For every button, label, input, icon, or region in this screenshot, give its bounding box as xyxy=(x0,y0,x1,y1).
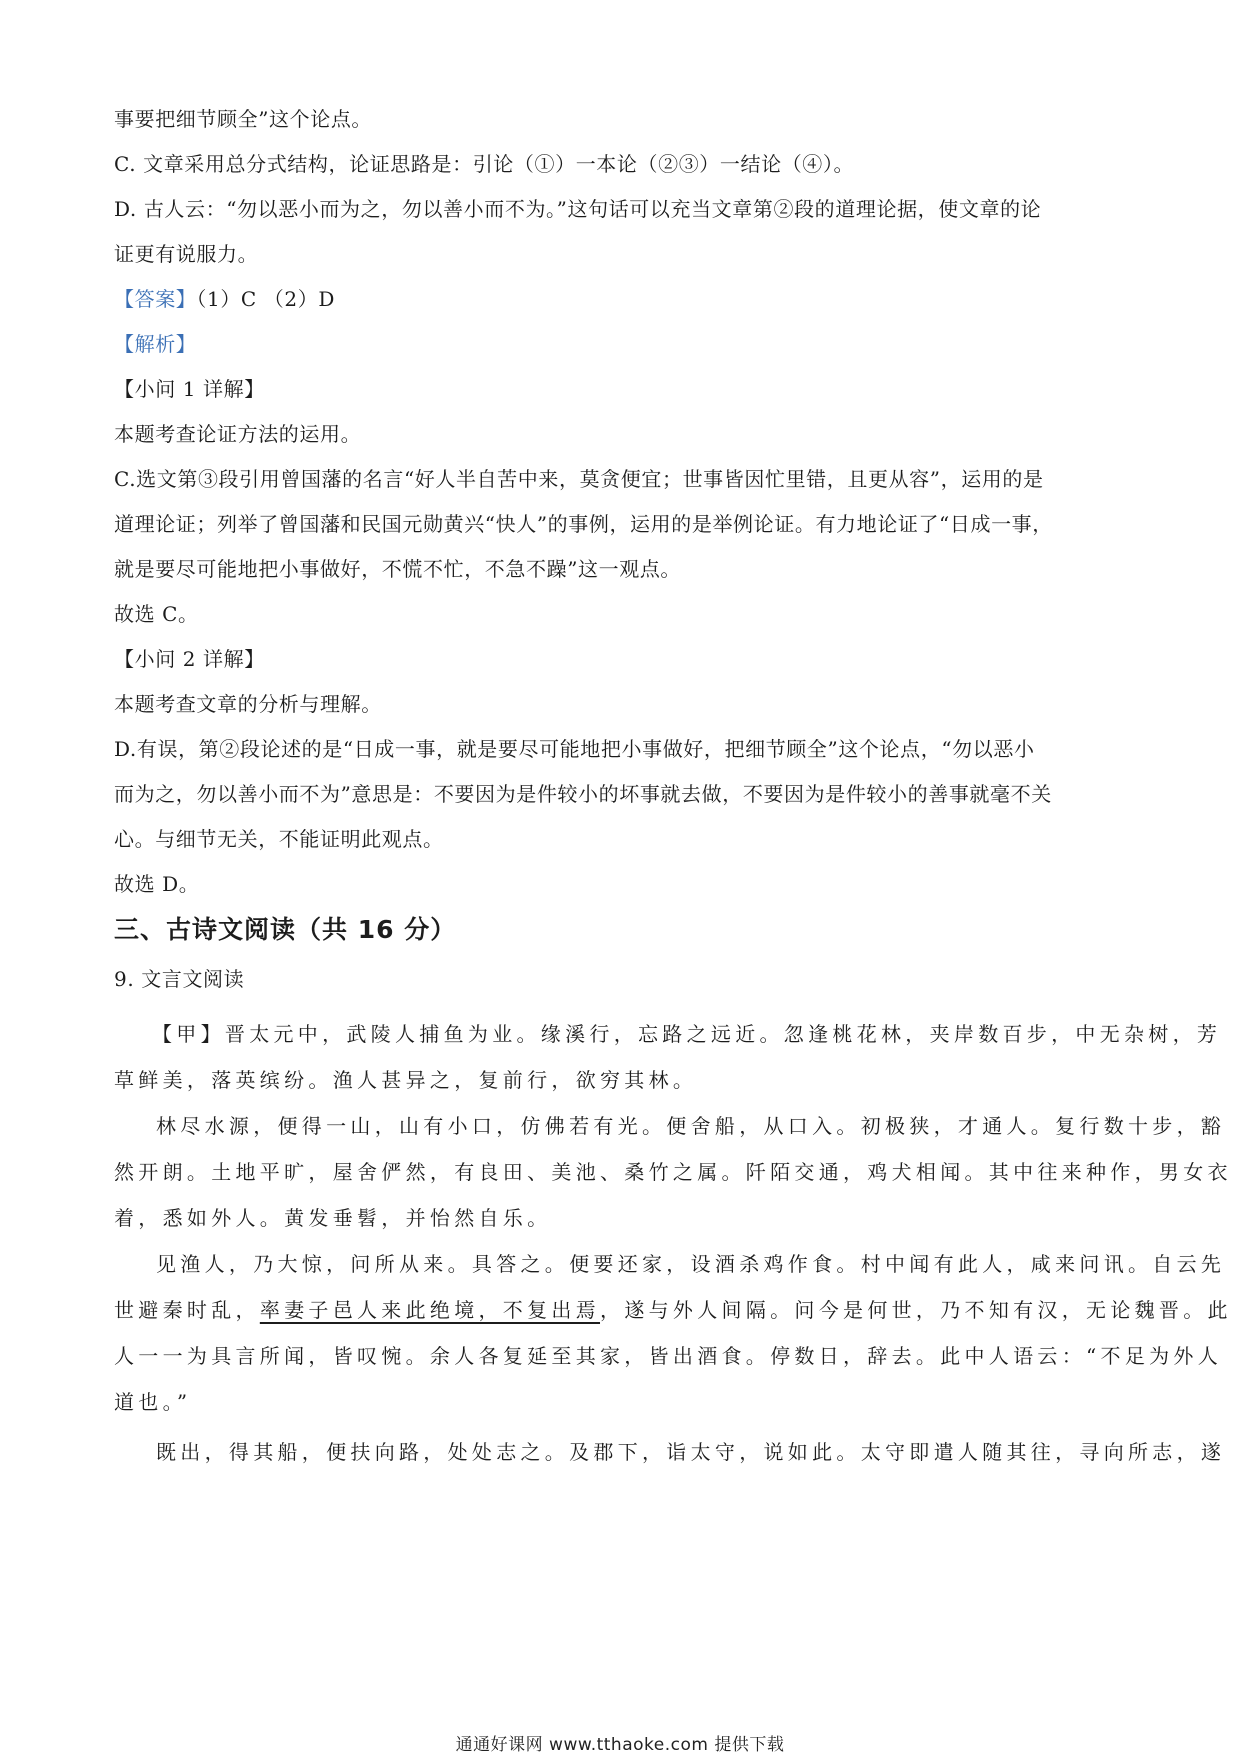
passage-p3-line-3: 人一一为具言所闻，皆叹惋。余人各复延至其家，皆出酒食。停数日，辞去。此中人语云：“不足为外人 xyxy=(114,1344,1223,1368)
option-b-continuation: 事要把细节顾全”这个论点。 xyxy=(114,107,373,131)
q1-header: 【小问 1 详解】 xyxy=(114,377,265,401)
q2-analysis-line-2: 而为之，勿以善小而不为”意思是：不要因为是件较小的坏事就去做，不要因为是件较小的善事就毫不关 xyxy=(114,782,1052,806)
answer-tag: 【答案】 xyxy=(114,287,197,311)
passage-p3-line-4: 道也。” xyxy=(114,1390,192,1414)
passage-p3-text-after: ，遂与外人间隔。问今是何世，乃不知有汉，无论魏晋。此 xyxy=(600,1298,1232,1322)
option-d-line-2: 证更有说服力。 xyxy=(114,242,259,266)
passage-p2-line-3: 着，悉如外人。黄发垂髫，并怡然自乐。 xyxy=(114,1206,552,1230)
q1-analysis-line-1: C.选文第③段引用曾国藩的名言“好人半自苦中来，莫贪便宜；世事皆因忙里错，且更从容”，运用的是 xyxy=(114,467,1044,491)
q2-header: 【小问 2 详解】 xyxy=(114,647,265,671)
option-d-line-1: D. 古人云：“勿以恶小而为之，勿以善小而不为。”这句话可以充当文章第②段的道理论据，使文章的论 xyxy=(114,197,1042,221)
passage-p3-line-2 xyxy=(114,1294,1232,1323)
passage-p2-line-2: 然开朗。土地平旷，屋舍俨然，有良田、美池、桑竹之属。阡陌交通，鸡犬相闻。其中往来种作，男女衣 xyxy=(114,1160,1232,1184)
q2-analysis-line-3: 心。与细节无关，不能证明此观点。 xyxy=(114,827,444,851)
q2-intro: 本题考查文章的分析与理解。 xyxy=(114,692,382,716)
passage-p1-line-1: 【甲】晋太元中，武陵人捕鱼为业。缘溪行，忘路之远近。忽逢桃花林，夹岸数百步，中无杂树，芳 xyxy=(152,1022,1222,1046)
q1-choice: 故选 C。 xyxy=(114,602,199,626)
option-c: C. 文章采用总分式结构，论证思路是：引论（①）一本论（②③）一结论（④）。 xyxy=(114,152,855,176)
q1-intro: 本题考查论证方法的运用。 xyxy=(114,422,362,446)
section-heading: 三、古诗文阅读（共 16 分） xyxy=(114,915,457,944)
page-footer: 通通好课网 www.tthaoke.com 提供下载 xyxy=(455,1735,785,1755)
q1-analysis-line-3: 就是要尽可能地把小事做好，不慌不忙，不急不躁”这一观点。 xyxy=(114,557,682,581)
answer-line xyxy=(114,283,335,312)
answer-text: （1）C （2）D xyxy=(196,287,335,311)
underlined-sentence: 率妻子邑人来此绝境，不复出焉 xyxy=(259,1298,601,1322)
passage-p1-line-2: 草鲜美，落英缤纷。渔人甚异之，复前行，欲穷其林。 xyxy=(114,1068,698,1092)
passage-p4-line-1: 既出，得其船，便扶向路，处处志之。及郡下，诣太守，说如此。太守即遣人随其往，寻向所志，遂 xyxy=(156,1440,1226,1464)
passage-p2-line-1: 林尽水源，便得一山，山有小口，仿佛若有光。便舍船，从口入。初极狭，才通人。复行数十步，豁 xyxy=(156,1114,1226,1138)
q2-choice: 故选 D。 xyxy=(114,872,200,896)
analysis-tag: 【解析】 xyxy=(114,332,197,356)
passage-p3-text-before: 世避秦时乱， xyxy=(114,1298,260,1322)
q2-analysis-line-1: D.有误，第②段论述的是“日成一事，就是要尽可能地把小事做好，把细节顾全”这个论点，“勿以恶小 xyxy=(114,737,1035,761)
question-9-title: 9. 文言文阅读 xyxy=(114,967,245,991)
q1-analysis-line-2: 道理论证；列举了曾国藩和民国元勋黄兴“快人”的事例，运用的是举例论证。有力地论证了“日成一事， xyxy=(114,512,1053,536)
passage-p3-line-1: 见渔人，乃大惊，问所从来。具答之。便要还家，设酒杀鸡作食。村中闻有此人，咸来问讯。自云先 xyxy=(156,1252,1226,1276)
